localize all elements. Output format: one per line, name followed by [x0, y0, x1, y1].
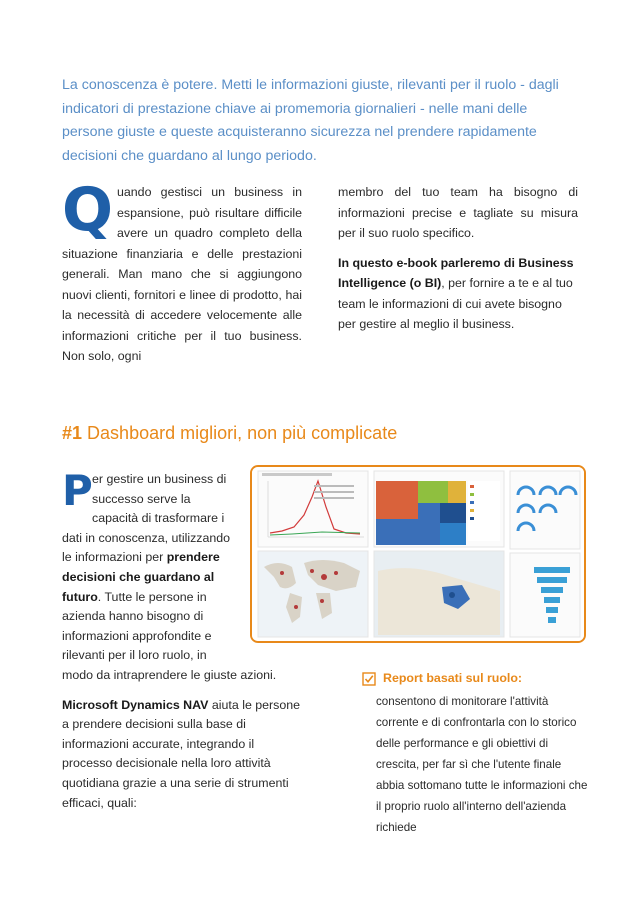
section-para-2-text: aiuta le persone a prendere decisioni sulla base di informazioni accurate, integrando il processo decisionale nella loro attività quotidiana grazie a una serie di strumenti efficaci, quali:: [62, 697, 301, 810]
body-column-left: [62, 175, 302, 367]
ebook-intro: [338, 253, 578, 335]
section-title: Dashboard migliori, non più complicate: [87, 423, 398, 443]
ebook-intro-text: , per fornire a te e al tuo team le informazioni di cui avete bisogno per gestire al meglio il business.: [338, 276, 573, 331]
body-text-left: uando gestisci un business in espansione, può risultare difficile avere un quadro completo della situazione finanziaria e delle prestazioni generali. Man mano che si aggiungono nuovi clienti, fornitori e linee di prodotto, hai la necessità di accedere velocemente alle informazioni critiche per il tuo business. Non solo, ogni: [62, 185, 302, 363]
body-column-right: [338, 182, 578, 344]
section-heading: [62, 420, 582, 446]
gauges-panel: [510, 471, 580, 549]
section-para-1-b: . Tutte le persone in azienda hanno bisogno di informazioni approfondite e rilevanti per il loro ruolo, in: [62, 589, 212, 663]
report-title: Report basati sul ruolo:: [383, 671, 523, 685]
funnel-panel: [510, 553, 580, 637]
dashboard-screenshot: [250, 465, 586, 643]
report-title-row: [362, 668, 588, 689]
section-para-2: [62, 696, 302, 814]
regional-map-panel: [374, 551, 504, 637]
checkbox-icon: [362, 672, 376, 686]
section-para-2-bold: Microsoft Dynamics NAV: [62, 697, 209, 712]
report-body: consentono di monitorare l'attività corrente e di confrontarla con lo storico delle performance e gli obiettivi di crescita, per far sì che l'utente finale abbia sottomano tutte le informazioni che il proprio ruolo all'interno dell'azienda richiede: [376, 695, 588, 834]
section-number: #1: [62, 423, 83, 443]
body-text-right-1: membro del tuo team ha bisogno di informazioni precise e tagliate su misura per il suo ruolo specifico.: [338, 185, 578, 240]
section-para-1-c: modo da intraprendere le giuste azioni.: [62, 667, 277, 682]
dropcap-p: P: [62, 466, 93, 515]
treemap-panel: [374, 471, 504, 547]
world-map-panel: [258, 551, 368, 637]
dashboard-illustration: [252, 467, 584, 641]
section-para-1-a: er gestire un business di successo serve la capacità di trasformare i dati in conoscenza, utilizzando le informazioni per: [62, 472, 231, 565]
section-para-1-bold: prendere decisioni che guardano al futuro: [62, 550, 220, 604]
line-chart-panel: [258, 471, 368, 547]
section-para-1-wrap: [62, 466, 240, 666]
intro-paragraph: La conoscenza è potere. Metti le informazioni giuste, rilevanti per il ruolo - dagli indicatori di prestazione chiave ai promemoria giornalieri - nelle mani delle persone giuste e queste acquisteranno sicurezza nel prendere rapidamente decisioni che guardano al lungo periodo.: [62, 77, 559, 164]
ebook-intro-bold: In questo e-book parleremo di Business Intelligence (o BI): [338, 255, 574, 290]
dropcap-q: Q: [62, 175, 114, 245]
report-feature: [362, 668, 588, 838]
